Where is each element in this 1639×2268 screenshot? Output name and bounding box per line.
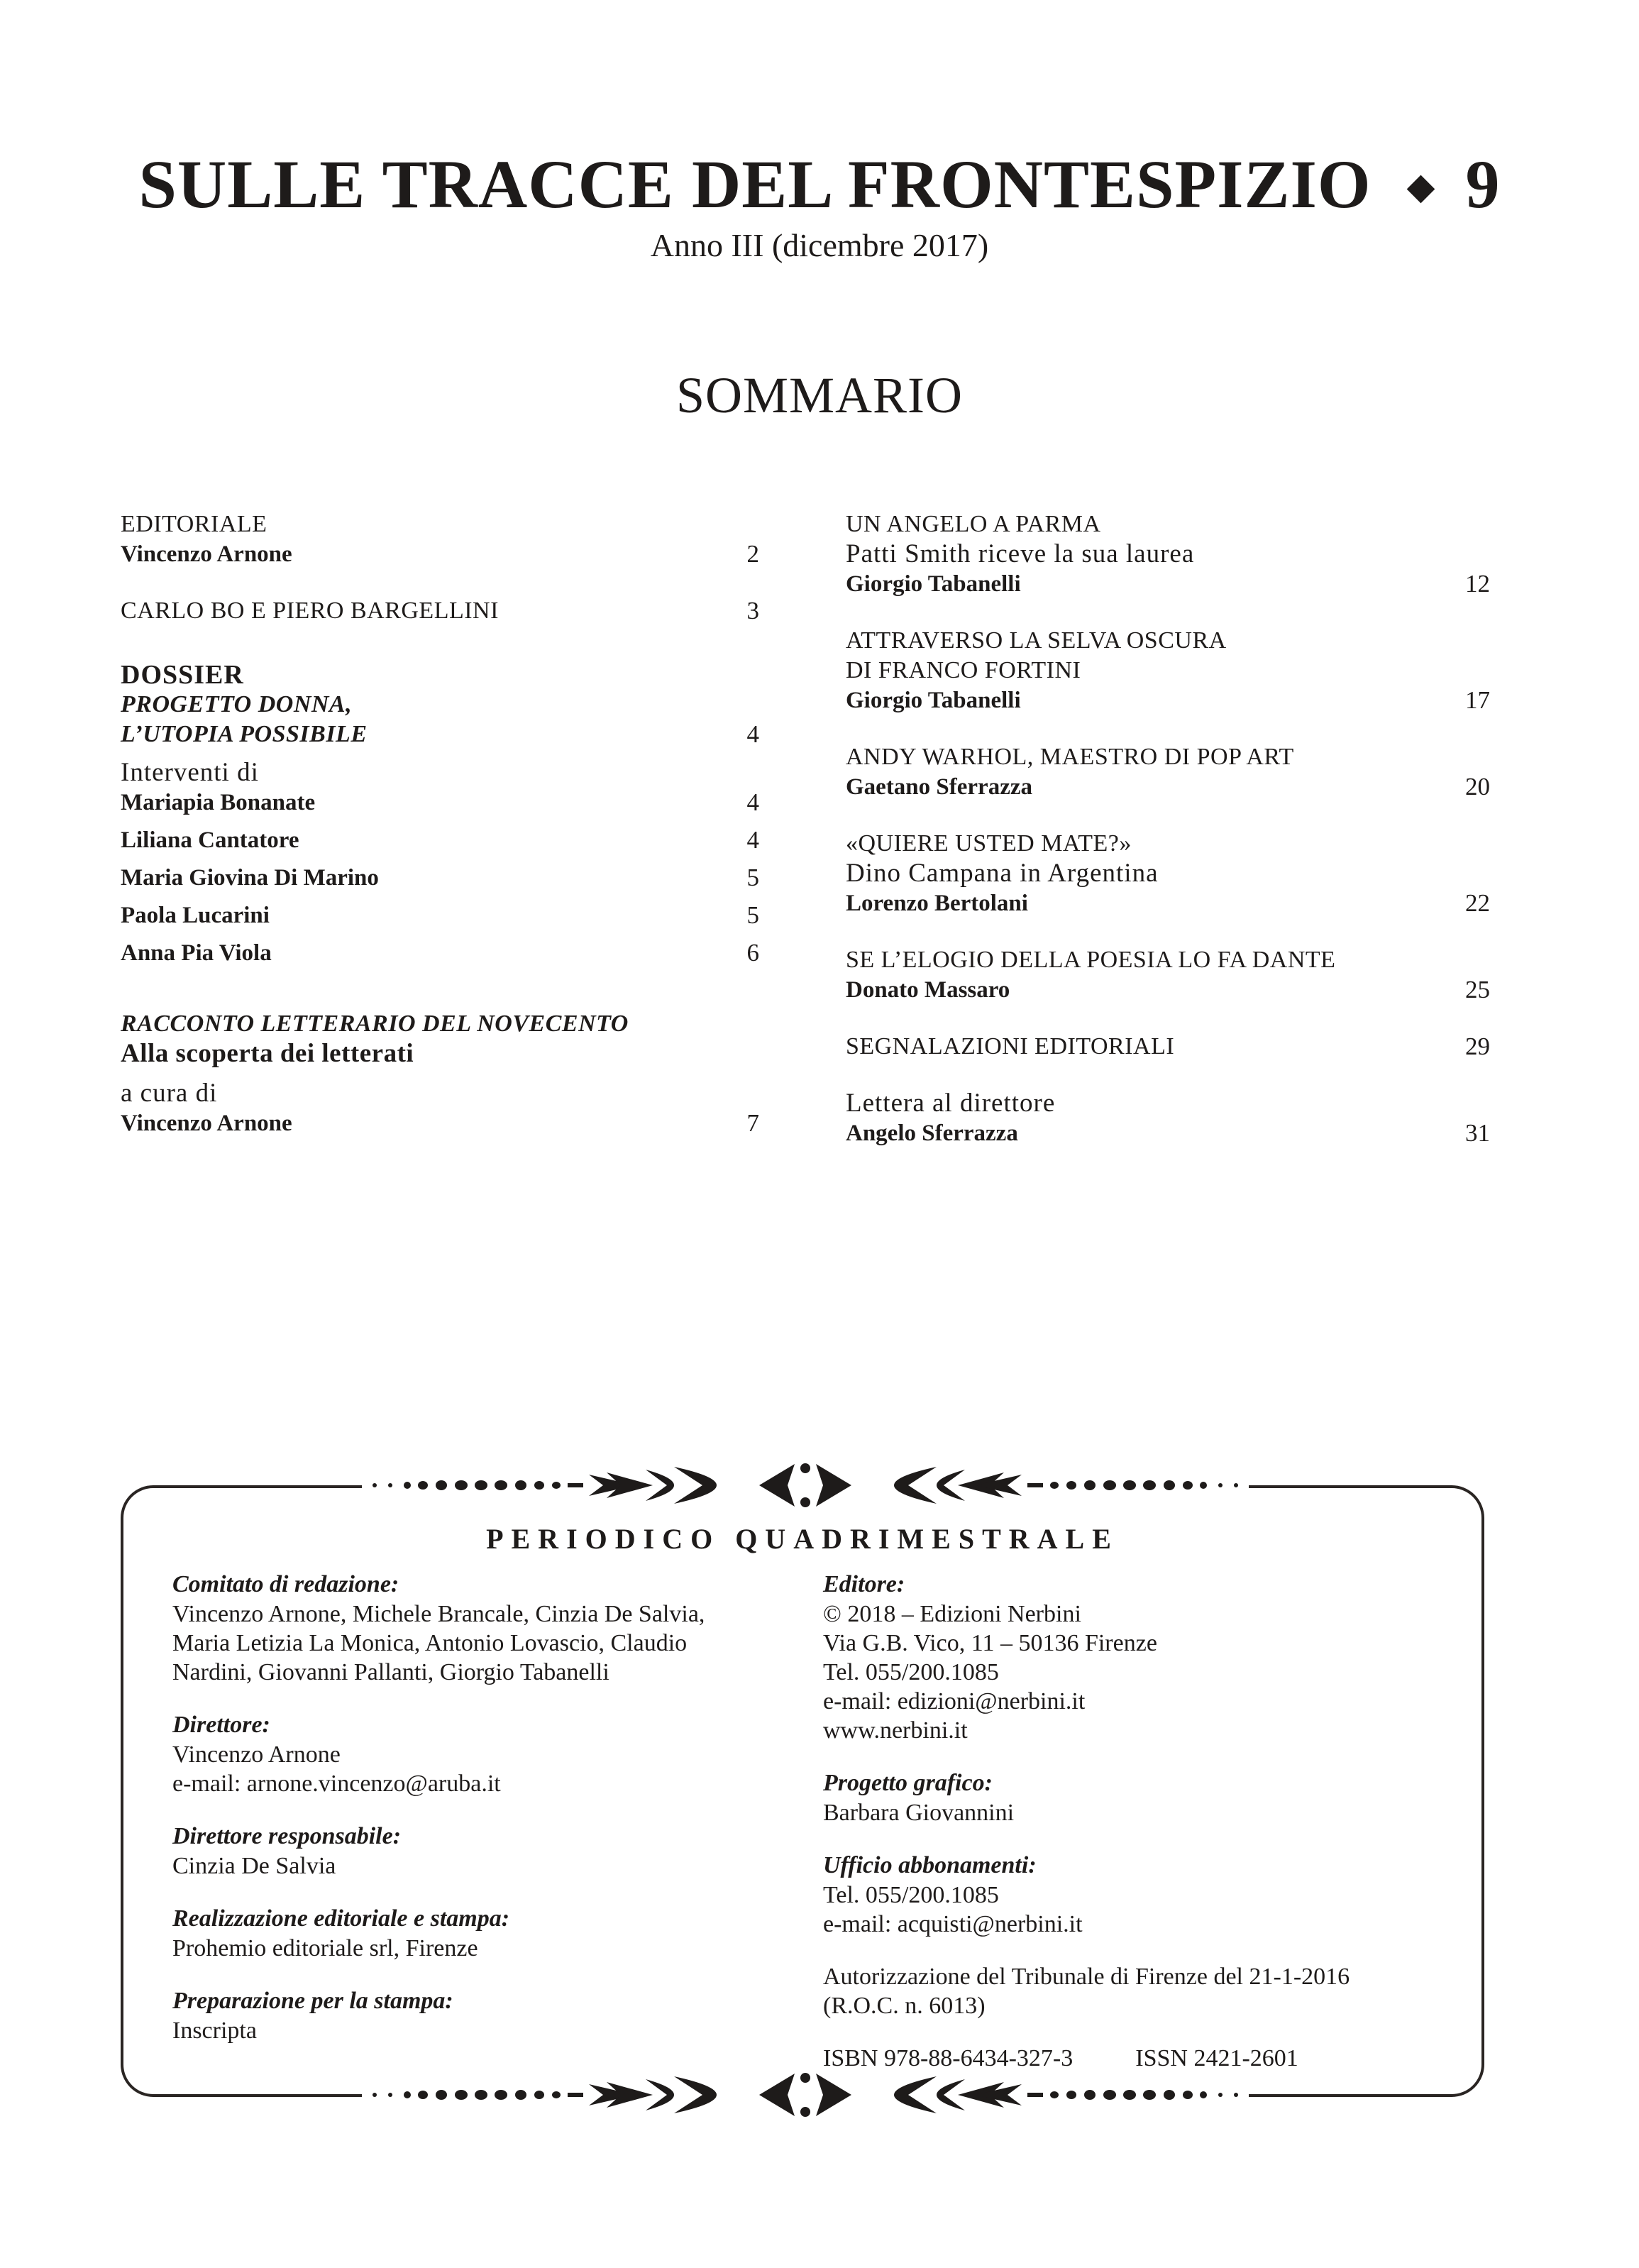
toc-entry-author: Giorgio Tabanelli: [846, 688, 1021, 713]
toc-page-number: 5: [746, 901, 759, 929]
dossier-title-line2: L’UTOPIA POSSIBILE: [121, 721, 368, 747]
diamond-separator-icon: ◆: [1406, 166, 1436, 207]
toc-page-number: 12: [1465, 570, 1490, 598]
toc-entry-dossier[interactable]: [121, 660, 759, 749]
progetto-grafico-name: Barbara Giovannini: [823, 1800, 1015, 1826]
contents-heading: SOMMARIO: [675, 367, 964, 424]
isbn-issn-row: [823, 2044, 1462, 2073]
toc-page-number: 29: [1465, 1033, 1490, 1060]
autorizzazione-line: Autorizzazione del Tribunale di Firenze del 21-1-2016: [823, 1964, 1350, 1990]
dossier-title-line1: PROGETTO DONNA,: [121, 691, 353, 717]
toc-entry-title: CARLO BO E PIERO BARGELLINI: [121, 598, 499, 624]
issue-number: 9: [1465, 146, 1501, 222]
toc-entry-author: Giorgio Tabanelli: [846, 571, 1021, 597]
journal-title: [0, 145, 1639, 231]
toc-entry-segnalazioni[interactable]: [846, 1032, 1490, 1062]
editore-email[interactable]: e-mail: edizioni@nerbini.it: [823, 1688, 1086, 1714]
toc-entry-subtitle: Dino Campana in Argentina: [846, 859, 1159, 888]
preparazione-name: Inscripta: [172, 2017, 257, 2044]
toc-entry-title: SEGNALAZIONI EDITORIALI: [846, 1033, 1175, 1059]
toc-page-number: 25: [1465, 976, 1490, 1003]
toc-entry-title: ANDY WARHOL, MAESTRO DI POP ART: [846, 744, 1294, 770]
direttore-email[interactable]: e-mail: arnone.vincenzo@aruba.it: [172, 1771, 501, 1797]
toc-page-number: 5: [746, 864, 759, 891]
direttore-name: Vincenzo Arnone: [172, 1741, 341, 1768]
editore-website[interactable]: www.nerbini.it: [823, 1717, 968, 1744]
dossier-label: DOSSIER: [121, 660, 244, 690]
toc-page-number: 2: [746, 540, 759, 568]
toc-entry-intervento[interactable]: [121, 901, 759, 930]
racconto-cura-label: a cura di: [121, 1079, 218, 1108]
comitato-line: Vincenzo Arnone, Michele Brancale, Cinzia De Salvia,: [172, 1601, 705, 1627]
realizzazione-block: [172, 1904, 797, 1963]
toc-right-column: [846, 510, 1490, 1148]
toc-page-number: 17: [1465, 686, 1490, 714]
realizzazione-label: Realizzazione editoriale e stampa:: [172, 1905, 510, 1932]
autorizzazione-line: (R.O.C. n. 6013): [823, 1993, 986, 2019]
toc-entry-lettera[interactable]: [846, 1089, 1490, 1148]
toc-entry-intervento[interactable]: [121, 825, 759, 855]
progetto-grafico-block: [823, 1768, 1462, 1827]
comitato-label: Comitato di redazione:: [172, 1571, 399, 1597]
ufficio-abbonamenti-block: [823, 1851, 1462, 1939]
toc-page-number: 20: [1465, 773, 1490, 800]
toc-entry-angelo-parma[interactable]: [846, 510, 1490, 599]
issue-date: Anno III (dicembre 2017): [650, 227, 989, 263]
toc-entry-title: SE L’ELOGIO DELLA POESIA LO FA DANTE: [846, 947, 1336, 973]
toc-entry-subtitle: Patti Smith riceve la sua laurea: [846, 539, 1195, 568]
toc-entry-title: ATTRAVERSO LA SELVA OSCURA: [846, 627, 1227, 654]
toc-entry-selva-oscura[interactable]: [846, 626, 1490, 715]
racconto-title: RACCONTO LETTERARIO DEL NOVECENTO: [121, 1011, 629, 1037]
interventi-label: Interventi di: [121, 758, 259, 787]
toc-entry-author: Mariapia Bonanate: [121, 790, 316, 815]
toc-entry-author: Vincenzo Arnone: [121, 541, 292, 567]
progetto-grafico-label: Progetto grafico:: [823, 1770, 993, 1796]
toc-entry-author: Liliana Cantatore: [121, 827, 299, 853]
editore-line: Tel. 055/200.1085: [823, 1659, 999, 1685]
toc-entry-quiere-mate[interactable]: [846, 829, 1490, 918]
toc-entry-author: Paola Lucarini: [121, 903, 270, 928]
toc-page-number: 4: [746, 788, 759, 816]
realizzazione-name: Prohemio editoriale srl, Firenze: [172, 1935, 478, 1961]
toc-entry-intervento[interactable]: [121, 788, 759, 818]
toc-entry-title: DI FRANCO FORTINI: [846, 657, 1081, 683]
journal-title-text: SULLE TRACCE DEL FRONTESPIZIO: [138, 146, 1372, 222]
toc-page-number: 31: [1465, 1119, 1490, 1147]
toc-page-number: 4: [746, 826, 759, 854]
toc-entry-elogio-poesia[interactable]: [846, 945, 1490, 1005]
toc-entry-racconto[interactable]: [121, 1009, 759, 1138]
toc-entry-author: Lorenzo Bertolani: [846, 891, 1028, 916]
editore-block: [823, 1570, 1462, 1745]
autorizzazione-block: [823, 1962, 1462, 2020]
toc-entry-author: Gaetano Sferrazza: [846, 774, 1032, 800]
direttore-label: Direttore:: [172, 1712, 270, 1738]
direttore-responsabile-name: Cinzia De Salvia: [172, 1853, 336, 1879]
comitato-block: [172, 1570, 797, 1687]
toc-entry-author: Donato Massaro: [846, 977, 1010, 1003]
toc-entry-bo-bargellini[interactable]: [121, 596, 759, 626]
toc-entry-title: «QUIERE USTED MATE?»: [846, 830, 1132, 857]
direttore-responsabile-block: [172, 1822, 797, 1881]
editore-line: © 2018 – Edizioni Nerbini: [823, 1601, 1081, 1627]
toc-entry-subtitle: Lettera al direttore: [846, 1089, 1056, 1118]
toc-entry-author: Vincenzo Arnone: [121, 1111, 292, 1136]
periodico-heading: PERIODICO QUADRIMESTRALE: [486, 1523, 1119, 1555]
preparazione-block: [172, 1986, 797, 2045]
toc-page-number: 7: [746, 1109, 759, 1137]
toc-page-number: 3: [746, 597, 759, 624]
direttore-block: [172, 1710, 797, 1798]
toc-entry-intervento[interactable]: [121, 938, 759, 968]
preparazione-label: Preparazione per la stampa:: [172, 1988, 453, 2014]
comitato-line: Maria Letizia La Monica, Antonio Lovascio, Claudio: [172, 1630, 688, 1656]
ornament-top-icon: [362, 1457, 1249, 1514]
isbn: ISBN 978-88-6434-327-3: [823, 2045, 1074, 2071]
ufficio-email[interactable]: e-mail: acquisti@nerbini.it: [823, 1911, 1083, 1937]
colophon-right-column: [823, 1570, 1462, 2073]
editore-line: Via G.B. Vico, 11 – 50136 Firenze: [823, 1630, 1157, 1656]
ufficio-tel: Tel. 055/200.1085: [823, 1882, 999, 1908]
colophon-left-column: [172, 1570, 797, 2069]
toc-entry-author: Angelo Sferrazza: [846, 1121, 1018, 1146]
toc-entry-title: EDITORIALE: [121, 511, 267, 537]
toc-page-number: 4: [746, 720, 759, 748]
toc-entry-intervento[interactable]: [121, 863, 759, 893]
ornament-bottom-icon: [362, 2066, 1249, 2123]
toc-entry-editoriale[interactable]: [121, 510, 759, 569]
issn: ISSN 2421-2601: [1135, 2045, 1298, 2071]
toc-entry-title: UN ANGELO A PARMA: [846, 511, 1101, 537]
toc-entry-author: Maria Giovina Di Marino: [121, 865, 379, 891]
toc-page-number: 22: [1465, 889, 1490, 917]
direttore-responsabile-label: Direttore responsabile:: [172, 1823, 402, 1849]
toc-entry-warhol[interactable]: [846, 742, 1490, 802]
toc-left-column: [121, 510, 759, 1138]
ufficio-abbonamenti-label: Ufficio abbonamenti:: [823, 1852, 1037, 1878]
racconto-subtitle: Alla scoperta dei letterati: [121, 1039, 414, 1068]
toc-entry-author: Anna Pia Viola: [121, 940, 272, 966]
comitato-line: Nardini, Giovanni Pallanti, Giorgio Tabanelli: [172, 1659, 609, 1685]
toc-page-number: 6: [746, 939, 759, 967]
editore-label: Editore:: [823, 1571, 905, 1597]
dossier-interventi: [121, 758, 759, 968]
